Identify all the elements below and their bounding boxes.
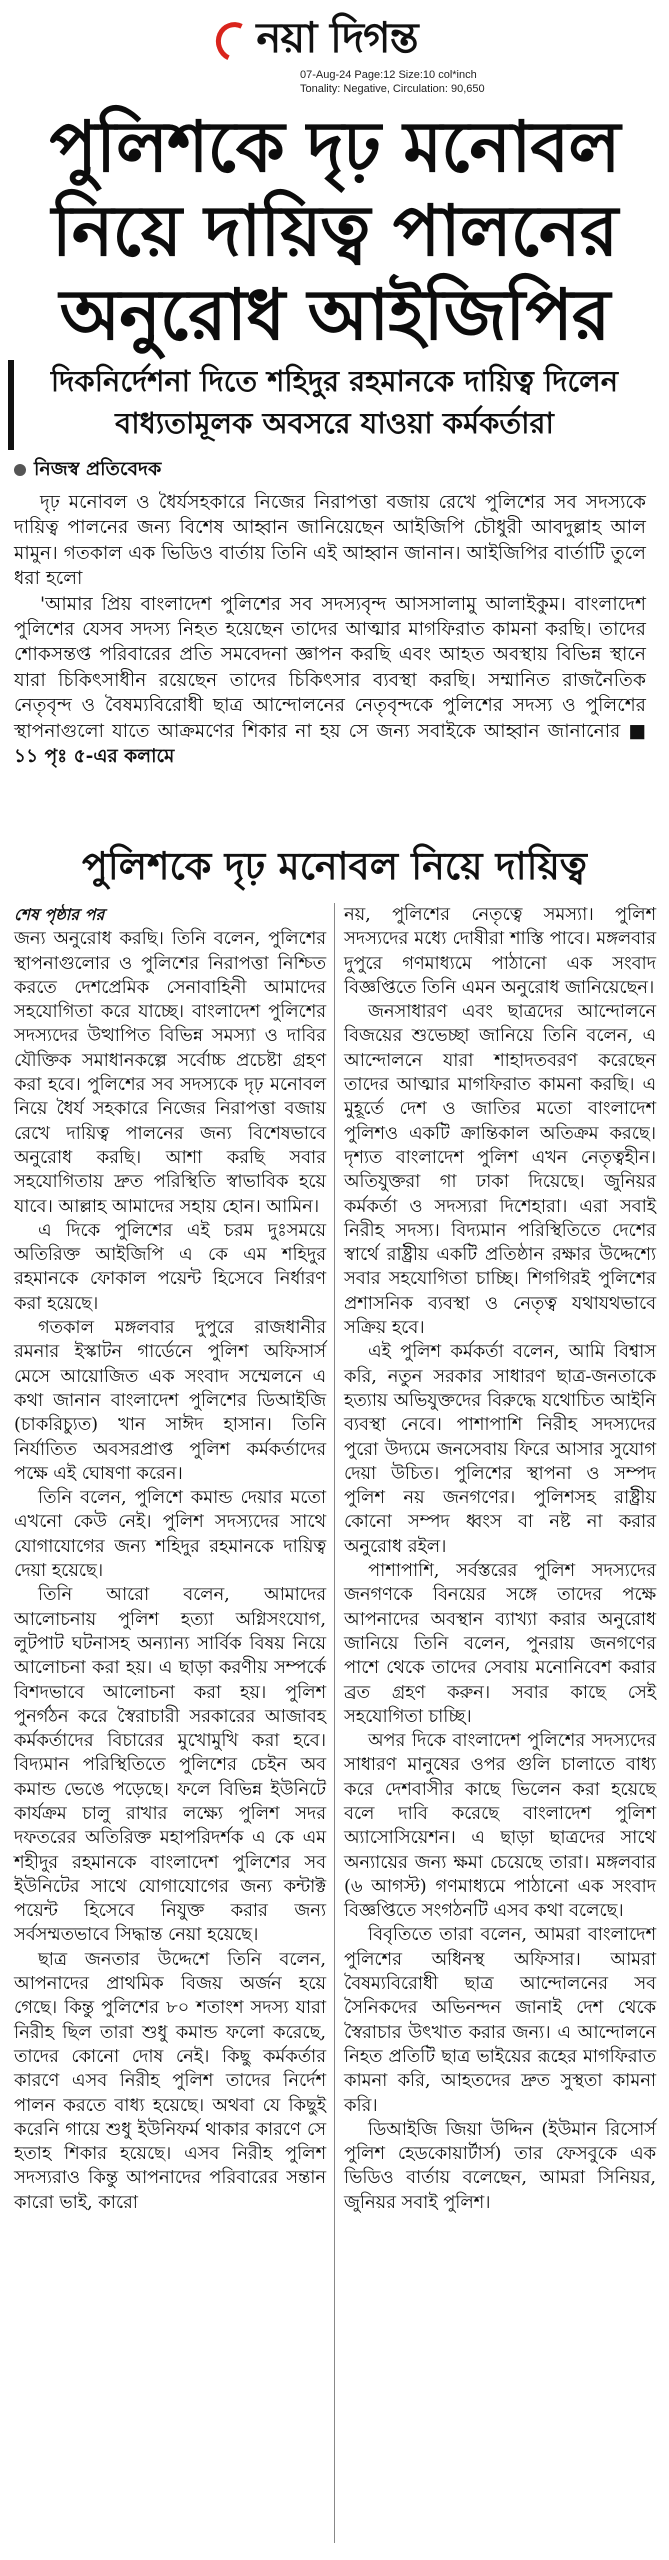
body-paragraph: এ দিকে পুলিশের এই চরম দুঃসময়ে অতিরিক্ত আইজিপি এ কে এম শহিদুর রহমানকে ফোকাল পয়েন্ট হিসেবে নির্ধারণ করা হয়েছে। bbox=[14, 1219, 326, 1314]
masthead bbox=[0, 0, 669, 105]
sub-headline bbox=[8, 360, 661, 450]
continued-on-marker: ■ ১১ পৃঃ ৫-এর কলামে bbox=[14, 720, 646, 768]
body-paragraph: ছাত্র জনতার উদ্দেশে তিনি বলেন, আপনাদের প্রাথমিক বিজয় অর্জন হয়ে গেছে। কিন্তু পুলিশের ৮০ শতাংশ সদস্য যারা নিরীহ ছিল তারা শুধু কমান্ড ফলো করেছে, তাদের কোনো দোষ নেই। কিছু কর্মকর্তার কারণে এসব নিরীহ পুলিশ তাদের নির্দেশ পালন করতে বাধ্য হয়েছে। অথবা যে কিছুই করেনি গায়ে শুধু ইউনিফর্ম থাকার কারণে সে হতাহ শিকার হয়েছে। এসব নিরীহ পুলিশ সদস্যরাও কিন্তু আপনাদের পরিবারের সন্তান কারো ভাই, কারো bbox=[14, 1948, 326, 2213]
body-paragraph: এই পুলিশ কর্মকর্তা বলেন, আমি বিশ্বাস করি, নতুন সরকার সাধারণ ছাত্র-জনতাকে হত্যায় অভিযুক্তদের বিরুদ্ধে যথোচিত আইনি ব্যবস্থা নেবে। পাশাপাশি নিরীহ সদস্যদের পুরো উদ্যমে জনসেবায় ফিরে আসার সুযোগ দেয়া উচিত। পুলিশের স্থাপনা ও সম্পদ পুলিশ নয় জনগণের। পুলিশসহ রাষ্ট্রীয় কোনো সম্পদ ধ্বংস বা নষ্ট না করার অনুরোধ রইল। bbox=[344, 1341, 656, 1557]
from-page-label bbox=[14, 903, 326, 927]
body-paragraph: ডিআইজি জিয়া উদ্দিন (ইউমান রিসোর্স পুলিশ হেডকোয়ার্টার্স) তার ফেসবুকে এক ভিডিও বার্তায় বলেছেন, আমরা সিনিয়র, জুনিয়র সবাই পুলিশ। bbox=[344, 2118, 656, 2213]
clipping-meta bbox=[300, 68, 600, 96]
body-paragraph: জন্য অনুরোধ করছি। তিনি বলেন, পুলিশের স্থাপনাগুলোর ও পুলিশের নিরাপত্তা নিশ্চিত করতে দেশপ্রেমিক সেনাবাহিনী আমাদের সহযোগিতা করে যাচ্ছে। বাংলাদেশ পুলিশের সদস্যদের উত্থাপিত বিভিন্ন সমস্যা ও দাবির যৌক্তিক সমাধানকল্পে সর্বোচ্চ প্রচেষ্টা গ্রহণ করা হবে। পুলিশের সব সদস্যকে দৃঢ় মনোবল নিয়ে ধৈর্য সহকারে নিজের নিরাপত্তা বজায় রেখে দায়িত্ব পালনের জন্য বিশেষভাবে অনুরোধ করছি। আশা করছি সবার সহযোগিতায় দ্রুত পরিস্থিতি স্বাভাবিক হয়ে যাবে। আল্লাহ আমাদের সহায় হোন। আমিন। bbox=[14, 928, 326, 1217]
deck-line-2: বাধ্যতামূলক অবসরে যাওয়া কর্মকর্তারা bbox=[115, 406, 554, 440]
byline-text: নিজস্ব প্রতিবেদক bbox=[34, 458, 162, 480]
column-divider bbox=[334, 903, 335, 2543]
from-page-text: শেষ পৃষ্ঠার পর bbox=[14, 905, 105, 924]
meta-line-page: 07-Aug-24 Page:12 Size:10 col*inch bbox=[300, 69, 477, 81]
jump-headline: পুলিশকে দৃঢ় মনোবল নিয়ে দায়িত্ব bbox=[82, 843, 587, 888]
body-paragraph: নয়, পুলিশের নেতৃত্বে সমস্যা। পুলিশ সদস্যদের মধ্যে দোষীরা শাস্তি পাবে। মঙ্গলবার দুপুরে গণমাধ্যমে পাঠানো এক সংবাদ বিজ্ঞপ্তিতে তিনি এমন অনুরোধ জানিয়েছেন। bbox=[344, 904, 656, 998]
body-paragraph: বিবৃতিতে তারা বলেন, আমরা বাংলাদেশ পুলিশের অধিনস্থ অফিসার। আমরা বৈষম্যবিরোধী ছাত্র আন্দোলনের সব সৈনিকদের অভিনন্দন জানাই দেশ থেকে স্বৈরাচার উৎখাত করার জন্য। এ আন্দোলনে নিহত প্রতিটি ছাত্র ভাইয়ের রূহের মাগফিরাত কামনা করি, আহতদের দ্রুত সুস্থতা কামনা করি। bbox=[344, 1924, 656, 2116]
byline bbox=[14, 456, 614, 482]
lead-paragraph bbox=[14, 592, 646, 770]
deck-line-1: দিকনির্দেশনা দিতে শহিদুর রহমানকে দায়িত্ব দিলেন bbox=[50, 364, 619, 398]
headline-line-1: পুলিশকে দৃঢ় মনোবল bbox=[49, 105, 620, 188]
main-headline bbox=[8, 105, 661, 357]
byline-bullet-icon bbox=[14, 464, 26, 476]
deck-rule bbox=[8, 360, 14, 450]
lead-article bbox=[14, 490, 646, 769]
column-right bbox=[344, 903, 656, 2215]
newspaper-logo: নয়া দিগন্ত bbox=[256, 13, 418, 62]
lead-quote-text: 'আমার প্রিয় বাংলাদেশ পুলিশের সব সদস্যবৃন্দ আসসালামু আলাইকুম। বাংলাদেশ পুলিশের যেসব সদস্য নিহত হয়েছেন তাদের আত্মার মাগফিরাত কামনা করছি। তাদের শোকসন্তপ্ত পরিবারের প্রতি সমবেদনা জ্ঞাপন করছি এবং আহত অবস্থায় বিভিন্ন স্থানে যারা চিকিৎসাধীন রয়েছেন তাদের চিকিৎসার ব্যবস্থা করছি। সম্মানিত রাজনৈতিক নেতৃবৃন্দ ও বৈষম্যবিরোধী ছাত্র আন্দোলনের নেতৃবৃন্দকে পুলিশের সদস্য ও পুলিশের স্থাপনাগুলো যাতে আক্রমণের শিকার না হয় সে জন্য সবাইকে আহ্বান জানানোর bbox=[14, 593, 646, 742]
meta-line-tonality: Tonality: Negative, Circulation: 90,650 bbox=[300, 83, 485, 95]
body-paragraph: অপর দিকে বাংলাদেশ পুলিশের সদস্যদের সাধারণ মানুষের ওপর গুলি চালাতে বাধ্য করে দেশবাসীর কাছে ভিলেন করা হয়েছে বলে দাবি করেছে বাংলাদেশ পুলিশ অ্যাসোসিয়েশন। এ ছাড়া ছাত্রদের সাথে অন্যায়ের জন্য ক্ষমা চেয়েছে তারা। মঙ্গলবার (৬ আগস্ট) গণমাধ্যমে পাঠানো এক সংবাদ বিজ্ঞপ্তিতে সংগঠনটি এসব কথা বলেছে। bbox=[344, 1730, 656, 1922]
body-paragraph: গতকাল মঙ্গলবার দুপুরে রাজধানীর রমনার ইস্কাটন গার্ডেনে পুলিশ অফিসার্স মেসে আয়োজিত এক সংবাদ সম্মেলনে এ কথা জানান বাংলাদেশ পুলিশের ডিআইজি (চাকরিচ্যুত) খান সাঈদ হাসান। তিনি নির্যাতিত অবসরপ্রাপ্ত পুলিশ কর্মকর্তাদের পক্ষে এই ঘোষণা করেন। bbox=[14, 1317, 326, 1484]
headline-line-3: অনুরোধ আইজিপির bbox=[59, 273, 610, 356]
body-paragraph: পাশাপাশি, সর্বস্তরের পুলিশ সদস্যদের জনগণকে বিনয়ের সঙ্গে তাদের পক্ষে আপনাদের অবস্থান ব্যাখ্যা করার অনুরোধ জানিয়ে তিনি বলেন, পুনরায় জনগণের পাশে থেকে তাদের সেবায় মনোনিবেশ করার ব্রত গ্রহণ করুন। সবার কাছে সেই সহযোগিতা চাচ্ছি। bbox=[344, 1560, 656, 1727]
body-paragraph: তিনি বলেন, পুলিশে কমান্ড দেয়ার মতো এখনো কেউ নেই। পুলিশ সদস্যদের সাথে যোগাযোগের জন্য শহিদুর রহমানকে দায়িত্ব দেয়া হয়েছে। bbox=[14, 1487, 326, 1582]
body-paragraph: জনসাধারণ এবং ছাত্রদের আন্দোলনে বিজয়ের শুভেচ্ছা জানিয়ে তিনি বলেন, এ আন্দোলনে যারা শাহাদতবরণ করেছেন তাদের আত্মার মাগফিরাত কামনা করছি। এ মুহূর্তে দেশ ও জাতির মতো বাংলাদেশ পুলিশও একটি ক্রান্তিকাল অতিক্রম করছে। দৃশ্যত বাংলাদেশ পুলিশ এখন নেতৃত্বহীন। অতিযুক্তরা গা ঢাকা দিয়েছে। জুনিয়র কর্মকর্তা ও সদস্যরা দিশেহারা। এরা সবাই নিরীহ সদস্য। বিদ্যমান পরিস্থিতিতে দেশের স্বার্থে রাষ্ট্রীয় একটি প্রতিষ্ঠান রক্ষার উদ্দেশ্যে সবার সহযোগিতা চাচ্ছি। শিগগিরই পুলিশের প্রশাসনিক ব্যবস্থা ও নেতৃত্ব যথাযথভাবে সক্রিয় হবে। bbox=[344, 1001, 656, 1339]
lead-paragraph: দৃঢ় মনোবল ও ধৈর্যসহকারে নিজের নিরাপত্তা বজায় রেখে পুলিশের সব সদস্যকে দায়িত্ব পালনের জন্য বিশেষ আহ্বান জানিয়েছেন আইজিপি চৌধুরী আবদুল্লাহ আল মামুন। গতকাল এক ভিডিও বার্তায় তিনি এই আহ্বান জানান। আইজিপির বার্তাটি তুলে ধরা হলো bbox=[14, 492, 646, 590]
body-paragraph: তিনি আরো বলেন, আমাদের আলোচনায় পুলিশ হত্যা অগ্নিসংযোগ, লুটপাট ঘটনাসহ অন্যান্য সার্বিক বিষয় নিয়ে আলোচনা করা হয়। এ ছাড়া করণীয় সম্পর্কে বিশদভাবে আলোচনা করা হয়। পুলিশ পুনর্গঠন করে স্বৈরাচারী সরকারের আজাবহ কর্মকর্তাদের বিচারের মুখোমুখি করা হবে। বিদ্যমান পরিস্থিতিতে পুলিশের চেইন অব কমান্ড ভেঙে পড়েছে। ফলে বিভিন্ন ইউনিটে কার্যক্রম চালু রাখার লক্ষ্যে পুলিশ সদর দফতরের অতিরিক্ত মহাপরিদর্শক এ কে এম শহীদুর রহমানকে বাংলাদেশ পুলিশের সব ইউনিটের সাথে যোগাযোগের জন্য কন্টাক্ট পয়েন্ট হিসেবে নিযুক্ত করার জন্য সর্বসম্মতভাবে সিদ্ধান্ত নেয়া হয়েছে। bbox=[14, 1584, 326, 1946]
headline-line-2: নিয়ে দায়িত্ব পালনের bbox=[51, 189, 618, 272]
column-left bbox=[14, 903, 326, 2215]
